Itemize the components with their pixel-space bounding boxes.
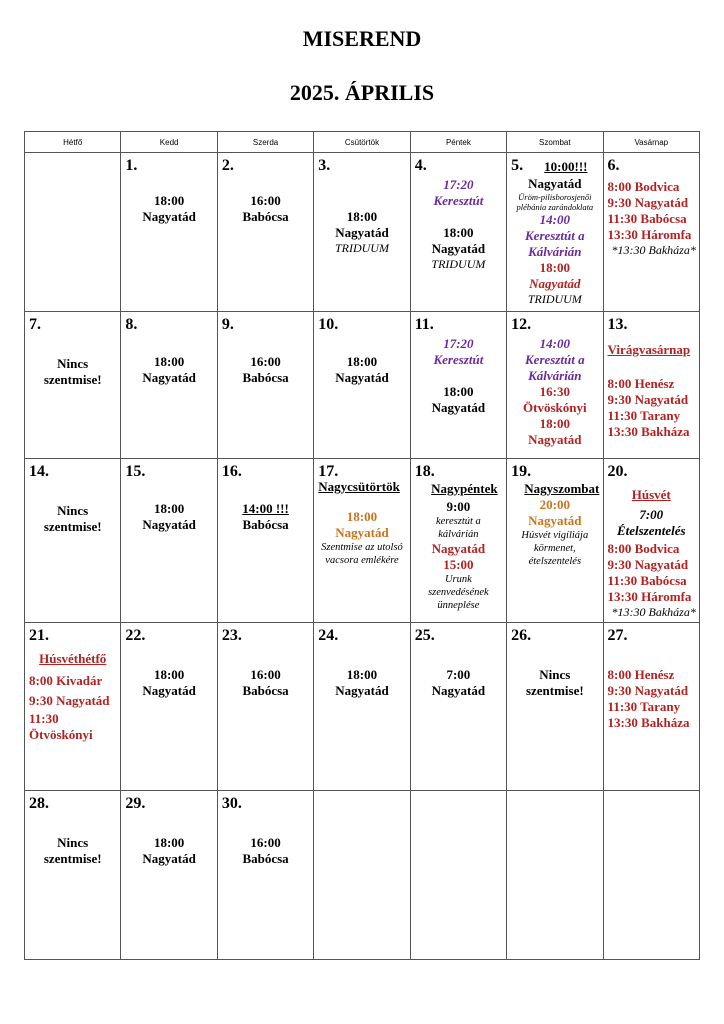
day-number: 21. — [29, 627, 49, 644]
mass-line: 11:30 — [29, 711, 59, 726]
feast-name: Nagyszombat — [524, 481, 600, 496]
day-cell-17 — [314, 459, 410, 623]
day-number: 13. — [607, 316, 628, 333]
day-number: 28. — [29, 795, 49, 812]
blessing-label: Ételszentelés — [616, 523, 686, 538]
mass-place: Nagyatád — [142, 517, 196, 532]
day-cell-empty — [507, 791, 603, 960]
mass-time: 7:00 — [446, 667, 471, 682]
day-cell-16 — [217, 459, 313, 623]
day-cell-14 — [25, 459, 121, 623]
stations-label: Keresztút — [433, 352, 484, 367]
mass-place: Nagyatád — [142, 370, 196, 385]
day-number: 23. — [221, 627, 242, 644]
feast-name: Húsvéthétfő — [39, 651, 107, 666]
day-number: 7. — [29, 316, 41, 333]
mass-line: 8:00 Bodvica — [607, 179, 680, 194]
mass-note: TRIDUUM — [334, 241, 389, 255]
weekday-header: Péntek — [410, 132, 506, 153]
weekday-header-row — [25, 132, 700, 153]
pilgrimage-note: Üröm-pilisborosjenői plébánia zarándoklata — [516, 192, 594, 212]
mass-time: 18:00 — [443, 384, 474, 399]
mass-line: 8:00 Bodvica — [607, 541, 680, 556]
liturgy-note: kálvárián — [438, 529, 479, 540]
mass-place: Babócsa — [242, 683, 289, 698]
mass-note: TRIDUUM — [527, 292, 582, 306]
day-cell-18 — [410, 459, 506, 623]
mass-line: 9:30 Nagyatád — [29, 693, 110, 708]
no-mass-text: Nincs — [539, 667, 571, 682]
mass-place: Nagyatád — [142, 683, 196, 698]
feast-name: Nagypéntek — [431, 481, 498, 496]
mass-time: 18:00 — [346, 509, 378, 524]
page-title: MISEREND — [302, 26, 422, 51]
mass-time: 18:00 — [346, 667, 378, 682]
day-number: 17. — [318, 463, 339, 480]
day-cell-26 — [507, 623, 603, 791]
day-number: 22. — [125, 627, 146, 644]
mass-place: Nagyatád — [529, 276, 581, 291]
liturgy-place: Nagyatád — [431, 541, 486, 556]
day-number: 24. — [318, 627, 339, 644]
mass-time: 16:00 — [250, 193, 281, 208]
day-cell-3 — [314, 153, 410, 312]
day-cell-10 — [314, 312, 410, 459]
day-number: 19. — [511, 463, 532, 480]
mass-line: 8:00 Henész — [607, 667, 675, 682]
mass-line: 13:30 Bakháza — [607, 715, 690, 730]
day-cell-13 — [603, 312, 699, 459]
mass-note: Húsvét vigíliája — [521, 530, 589, 541]
mass-time: 18:00 — [153, 835, 185, 850]
mass-time: 16:00 — [250, 354, 281, 369]
month-title: 2025. ÁPRILIS — [289, 80, 435, 105]
day-number: 9. — [221, 316, 234, 333]
mass-line: 13:30 Háromfa — [607, 589, 692, 604]
stations-time: 17:20 — [443, 336, 474, 351]
special-time: 10:00!!! — [544, 159, 588, 174]
no-mass-text: szentmise! — [43, 851, 102, 866]
mass-line: *13:30 Bakháza* — [611, 243, 696, 257]
day-cell-25 — [410, 623, 506, 791]
stations-label: Kálvárián — [528, 368, 582, 383]
day-cell-empty — [410, 791, 506, 960]
mass-time: 18:00 — [539, 260, 570, 275]
day-number: 3. — [318, 157, 331, 174]
mass-time: 18:00 — [346, 354, 378, 369]
no-mass-text: Nincs — [57, 503, 89, 518]
mass-time: 16:00 — [250, 835, 281, 850]
day-cell-20 — [603, 459, 699, 623]
day-number: 18. — [414, 463, 435, 480]
day-cell-8 — [121, 312, 217, 459]
stations-label: Kálvárián — [528, 244, 582, 259]
day-cell-5 — [507, 153, 603, 312]
mass-place: Nagyatád — [431, 400, 486, 415]
mass-place: Ötvöskónyi — [523, 400, 587, 415]
mass-line: 9:30 Nagyatád — [607, 683, 689, 698]
mass-schedule-calendar — [24, 131, 700, 960]
day-cell-12 — [507, 312, 603, 459]
day-number: 16. — [221, 463, 242, 480]
day-cell-29 — [121, 791, 217, 960]
no-mass-text: szentmise! — [43, 372, 102, 387]
day-number: 4. — [414, 157, 427, 174]
mass-line: 8:00 Kivadár — [29, 673, 103, 688]
mass-line: 9:30 Nagyatád — [607, 392, 689, 407]
mass-time: 18:00 — [539, 416, 570, 431]
day-cell-empty — [314, 791, 410, 960]
weekday-header: Kedd — [121, 132, 217, 153]
mass-line: 9:30 Nagyatád — [607, 195, 689, 210]
week-row — [25, 459, 700, 623]
day-cell-22 — [121, 623, 217, 791]
liturgy-note: Urunk — [444, 574, 472, 585]
day-cell-19 — [507, 459, 603, 623]
stations-time: 17:20 — [443, 177, 474, 192]
weekday-header: Hétfő — [25, 132, 121, 153]
mass-place: Nagyatád — [431, 241, 486, 256]
mass-time: 18:00 — [153, 667, 185, 682]
week-row — [25, 153, 700, 312]
weekday-header: Csütörtök — [314, 132, 410, 153]
day-number: 30. — [221, 795, 242, 812]
mass-line: 13:30 Háromfa — [607, 227, 692, 242]
mass-line: *13:30 Bakháza* — [611, 605, 696, 619]
blessing-time: 7:00 — [639, 507, 664, 522]
mass-place: Nagyatád — [142, 851, 196, 866]
liturgy-time: 15:00 — [443, 557, 474, 572]
mass-line: 11:30 Tarany — [607, 699, 681, 714]
day-number: 29. — [125, 795, 146, 812]
mass-time: 18:00 — [153, 193, 185, 208]
mass-place: Nagyatád — [335, 225, 389, 240]
liturgy-time: 9:00 — [446, 499, 471, 514]
day-cell-7 — [25, 312, 121, 459]
day-cell-9 — [217, 312, 313, 459]
mass-time: 18:00 — [153, 501, 185, 516]
mass-place: Babócsa — [242, 370, 289, 385]
day-number: 8. — [125, 316, 138, 333]
stations-time: 14:00 — [539, 212, 570, 227]
mass-time: 18:00 — [346, 209, 378, 224]
stations-label: Keresztút a — [525, 352, 585, 367]
feast-name: Húsvét — [631, 487, 671, 502]
mass-place: Babócsa — [242, 851, 289, 866]
mass-line: 11:30 Babócsa — [607, 573, 687, 588]
liturgy-note: keresztút a — [435, 516, 481, 527]
mass-line: 11:30 Tarany — [607, 408, 681, 423]
no-mass-text: Nincs — [57, 835, 89, 850]
weekday-header: Vasárnap — [603, 132, 699, 153]
mass-place: Nagyatád — [528, 513, 582, 528]
day-cell-21 — [25, 623, 121, 791]
mass-place: Nagyatád — [335, 525, 389, 540]
day-number: 11. — [414, 316, 434, 333]
day-number: 2. — [221, 157, 234, 174]
day-cell-27 — [603, 623, 699, 791]
day-number: 1. — [125, 157, 138, 174]
no-mass-text: szentmise! — [525, 683, 584, 698]
day-number: 6. — [607, 157, 620, 174]
day-number: 10. — [318, 316, 339, 333]
day-cell-23 — [217, 623, 313, 791]
mass-line: 9:30 Nagyatád — [607, 557, 689, 572]
mass-place: Nagyatád — [335, 683, 389, 698]
stations-label: Keresztút a — [525, 228, 585, 243]
mass-line: Ötvöskónyi — [29, 727, 93, 742]
day-cell-28 — [25, 791, 121, 960]
mass-place: Nagyatád — [142, 209, 196, 224]
weekday-header: Szerda — [217, 132, 313, 153]
mass-time: 14:00 !!! — [242, 501, 289, 516]
mass-time: 16:30 — [539, 384, 570, 399]
mass-time: 18:00 — [443, 225, 474, 240]
week-row — [25, 623, 700, 791]
feast-name: Virágvasárnap — [607, 342, 691, 357]
no-mass-text: Nincs — [57, 356, 89, 371]
day-cell-1 — [121, 153, 217, 312]
day-number: 27. — [607, 627, 628, 644]
mass-place: Nagyatád — [528, 176, 582, 191]
mass-time: 16:00 — [250, 667, 281, 682]
day-cell-24 — [314, 623, 410, 791]
day-cell-2 — [217, 153, 313, 312]
stations-time: 14:00 — [539, 336, 570, 351]
day-number: 14. — [29, 463, 49, 480]
liturgy-note: ünneplése — [437, 600, 480, 611]
liturgy-note: szenvedésének — [428, 587, 489, 598]
day-number: 25. — [414, 627, 435, 644]
mass-note: ételszentelés — [528, 556, 582, 567]
day-cell-empty — [603, 791, 699, 960]
mass-place: Nagyatád — [335, 370, 389, 385]
mass-line: 13:30 Bakháza — [607, 424, 690, 439]
mass-time: 18:00 — [153, 354, 185, 369]
mass-note: Szentmise az utolsó vacsora emlékére — [321, 542, 403, 566]
mass-note: TRIDUUM — [431, 257, 486, 271]
day-number: 20. — [607, 463, 628, 480]
week-row — [25, 312, 700, 459]
week-row — [25, 791, 700, 960]
no-mass-text: szentmise! — [43, 519, 102, 534]
mass-place: Nagyatád — [528, 432, 582, 447]
stations-label: Keresztút — [433, 193, 484, 208]
day-number: 5. — [511, 157, 524, 174]
mass-place: Babócsa — [242, 517, 289, 532]
feast-name: Nagycsütörtök — [318, 479, 400, 494]
day-number: 15. — [125, 463, 146, 480]
day-number: 12. — [511, 316, 532, 333]
day-cell-4 — [410, 153, 506, 312]
day-cell-11 — [410, 312, 506, 459]
day-cell-30 — [217, 791, 313, 960]
mass-place: Nagyatád — [431, 683, 486, 698]
weekday-header: Szombat — [507, 132, 603, 153]
day-cell-empty — [25, 153, 121, 312]
mass-line: 8:00 Henész — [607, 376, 675, 391]
day-number: 26. — [511, 627, 532, 644]
day-cell-6 — [603, 153, 699, 312]
mass-line: 11:30 Babócsa — [607, 211, 687, 226]
mass-place: Babócsa — [242, 209, 289, 224]
day-cell-15 — [121, 459, 217, 623]
mass-time: 20:00 — [539, 497, 570, 512]
mass-note: körmenet, — [533, 543, 576, 554]
